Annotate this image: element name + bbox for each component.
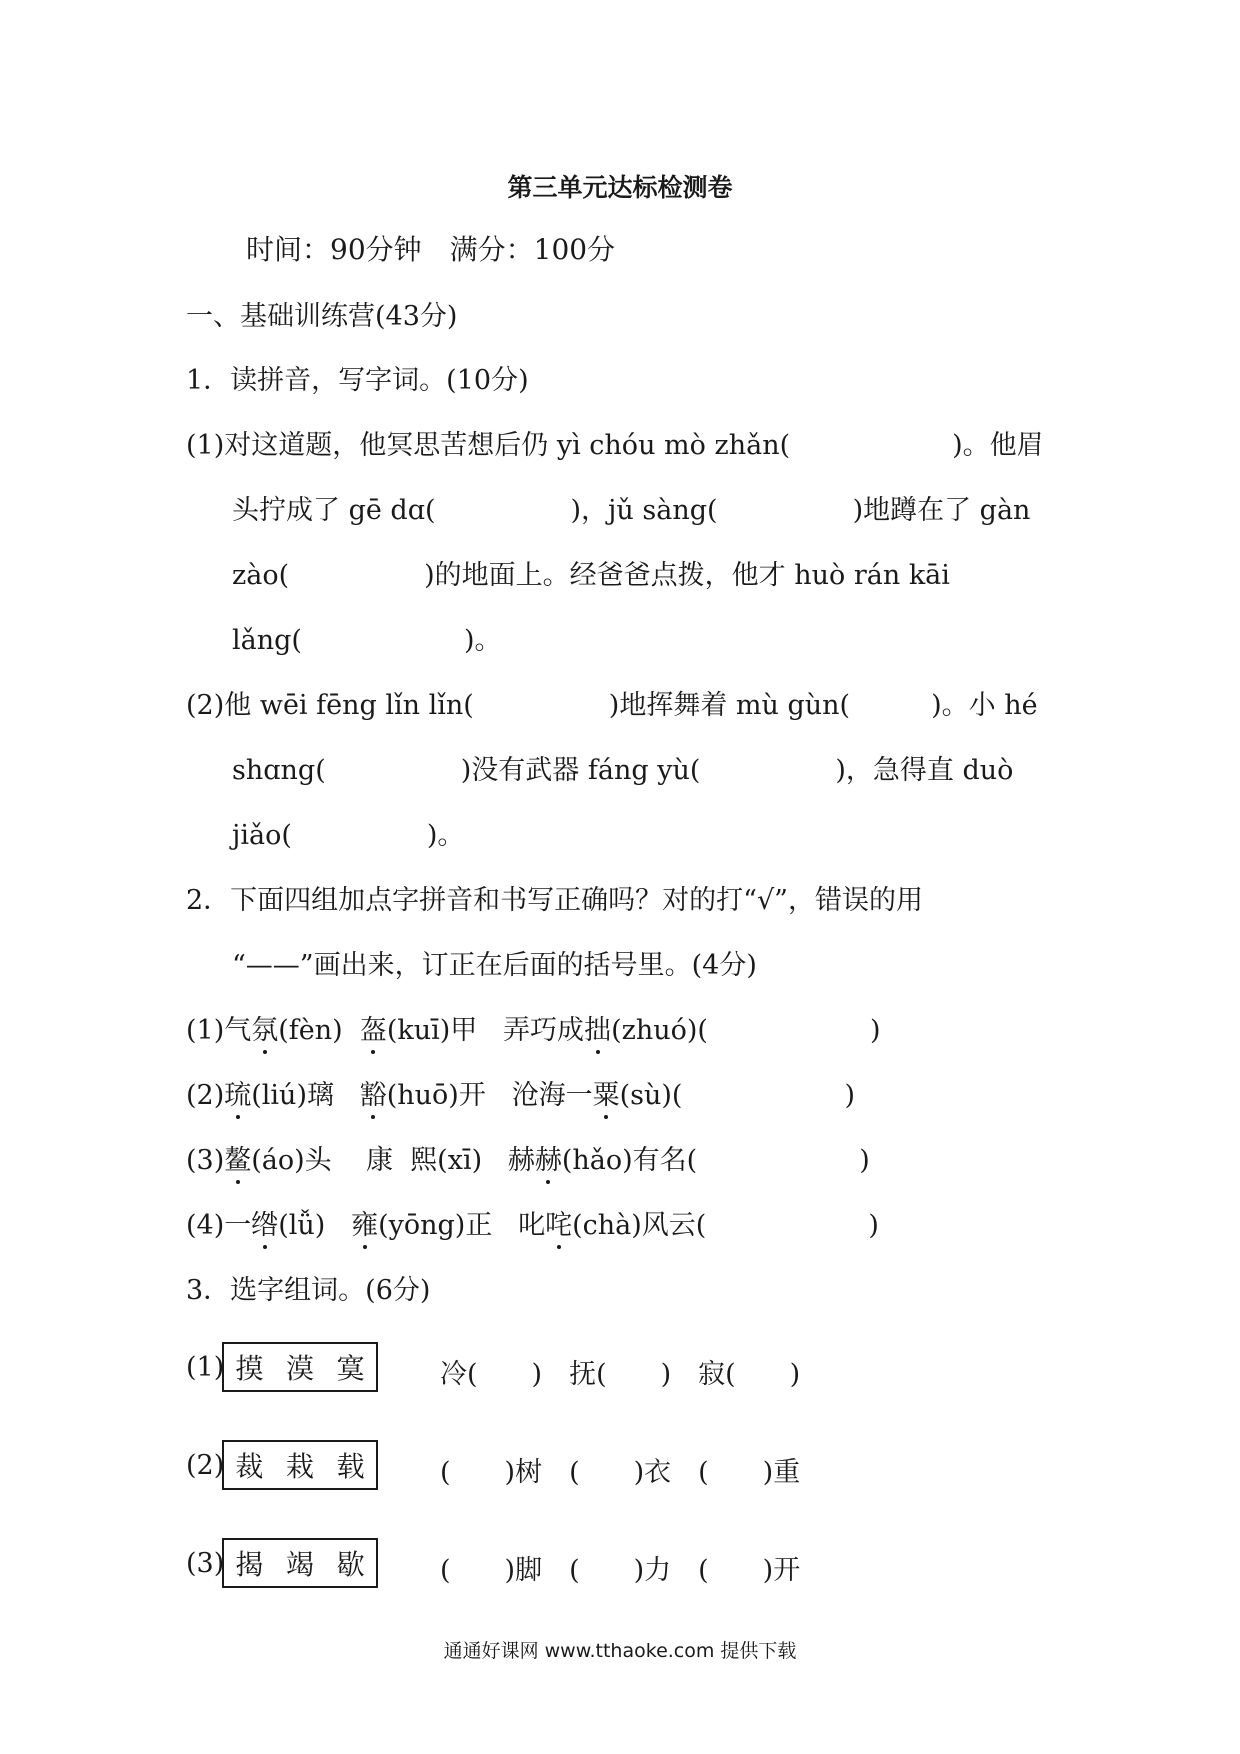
q3-group-3-char-box: 揭 竭 歇 [222, 1538, 378, 1588]
q3-group-3-blanks: ( )脚 ( )力 ( )开 [440, 1555, 801, 1586]
q1-p1-line2: 头拧成了 gē dɑ( )，jǔ sàng( )地蹲在了 gàn [232, 495, 1031, 526]
footer-source: 通通好课网 www.tthaoke.com 提供下载 [443, 1640, 797, 1662]
q1-p1-line1: (1)对这道题，他冥思苦想后仍 yì chóu mò zhǎn( )。他眉 [186, 430, 1044, 461]
dotted-char: 豁 [360, 1073, 387, 1112]
q2-item-1: (1)气氛(fèn) 盔(kuī)甲 弄巧成拙(zhuó)( ) [186, 1008, 880, 1047]
q2-item-2: (2)琉(liú)璃 豁(huō)开 沧海一粟(sù)( ) [186, 1073, 855, 1112]
q1-p2-line1: (2)他 wēi fēng lǐn lǐn( )地挥舞着 mù gùn( )。小 hé [186, 690, 1038, 721]
question-2-title-line2: “——”画出来，订正在后面的括号里。(4分) [232, 950, 757, 981]
q1-p2-line2: shɑng( )没有武器 fáng yù( )，急得直 duò [232, 755, 1014, 786]
q3-group-2-label: (2) [186, 1450, 225, 1481]
question-1-title: 1．读拼音，写字词。(10分) [186, 365, 529, 396]
q3-group-1-blanks: 冷( ) 抚( ) 寂( ) [440, 1359, 801, 1390]
dotted-char: 赫 [535, 1138, 562, 1177]
dotted-char: 粟 [593, 1073, 620, 1112]
dotted-char: 琉 [224, 1073, 251, 1112]
q2-item-3: (3)鳌(áo)头 康 熙(xī) 赫赫(hǎo)有名( ) [186, 1138, 870, 1177]
dotted-char: 鳌 [224, 1138, 251, 1177]
q1-p1-line4: lǎng( )。 [232, 625, 502, 656]
dotted-char: 咤 [545, 1203, 572, 1242]
question-2-title-line1: 2．下面四组加点字拼音和书写正确吗？对的打“√”，错误的用 [186, 885, 923, 916]
q1-p1-line3: zào( )的地面上。经爸爸点拨，他才 huò rán kāi [232, 560, 950, 591]
dotted-char: 盔 [360, 1008, 387, 1047]
dotted-char: 绺 [251, 1203, 278, 1242]
section-heading: 一、基础训练营(43分) [186, 301, 458, 332]
q3-group-2-char-box: 裁 栽 载 [222, 1440, 378, 1490]
q1-p2-line3: jiǎo( )。 [232, 820, 465, 851]
q3-group-2-blanks: ( )树 ( )衣 ( )重 [440, 1457, 801, 1488]
exam-meta: 时间：90分钟 满分：100分 [246, 233, 616, 266]
question-3-title: 3．选字组词。(6分) [186, 1275, 431, 1306]
dotted-char: 拙 [584, 1008, 611, 1047]
q3-group-3-label: (3) [186, 1548, 225, 1579]
q3-group-1-char-box: 摸 漠 寞 [222, 1342, 378, 1392]
q3-group-1-label: (1) [186, 1352, 225, 1383]
page-title: 第三单元达标检测卷 [507, 173, 733, 202]
dotted-char: 氛 [251, 1008, 278, 1047]
q2-item-4: (4)一绺(lǚ) 雍(yōng)正 叱咤(chà)风云( ) [186, 1203, 879, 1242]
dotted-char: 熙(xī) [410, 1145, 483, 1176]
dotted-char: 雍 [351, 1203, 378, 1242]
